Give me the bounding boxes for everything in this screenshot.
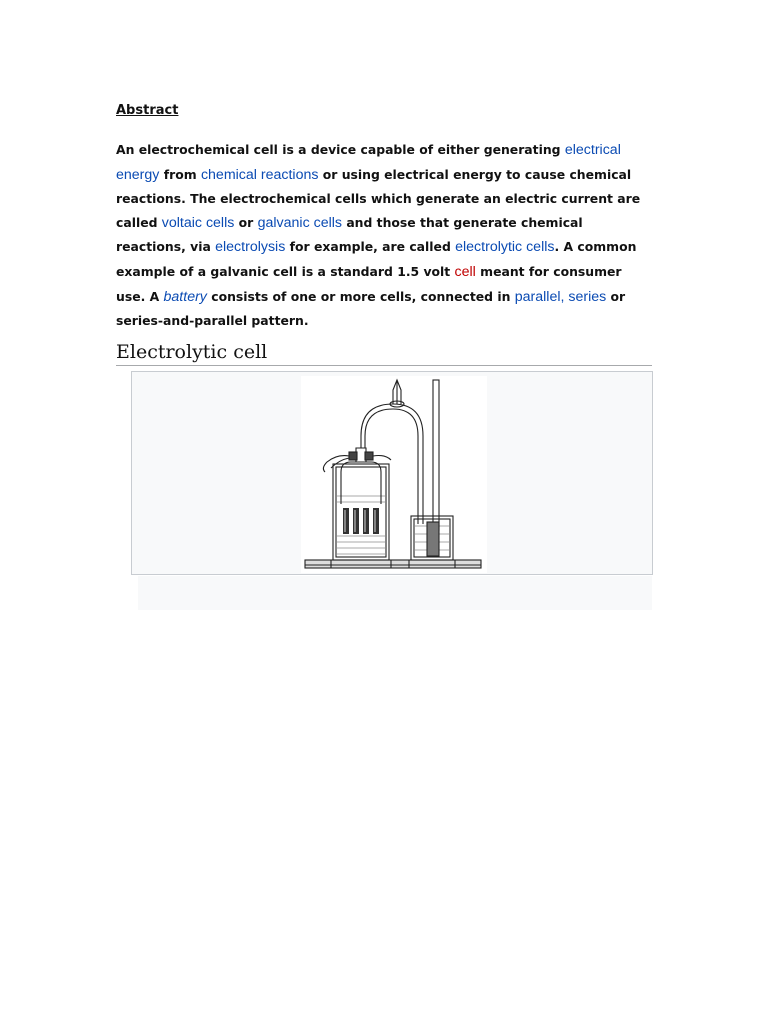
electrolytic-cell-drawing <box>301 376 487 573</box>
abstract-text: for example, are called <box>285 239 456 255</box>
abstract-paragraph <box>116 138 651 333</box>
abstract-text: or using electrical energy to cause chemical reactions. The electrochemical cells which generate an electric current are called <box>116 166 641 230</box>
link-voltaic-cells[interactable]: voltaic cells <box>161 214 235 231</box>
link-chemical-reactions[interactable]: chemical reactions <box>200 166 319 183</box>
link-electrolysis[interactable]: electrolysis <box>215 239 286 256</box>
abstract-text: consists of one or more cells, connected in <box>206 288 515 304</box>
figure-caption-area <box>138 576 652 610</box>
abstract-text: meant for consumer use. A <box>116 263 622 304</box>
electrolytic-cell-illustration[interactable] <box>301 376 487 573</box>
link-electrical-energy[interactable]: electrical energy <box>116 142 621 183</box>
link-galvanic-cells[interactable]: galvanic cells <box>257 214 342 231</box>
abstract-text: and those that generate chemical reactions, via <box>116 214 583 255</box>
link-battery[interactable]: battery <box>163 288 207 305</box>
abstract-text: . A common example of a galvanic cell is a standard 1.5 volt <box>116 239 637 279</box>
abstract-text: or series-and-parallel pattern. <box>116 288 626 329</box>
abstract-text: from <box>159 166 201 182</box>
link-cell[interactable]: cell <box>454 263 476 280</box>
link-electrolytic-cells[interactable]: electrolytic cells <box>455 239 555 256</box>
abstract-text: or <box>234 214 258 230</box>
abstract-text: An electrochemical cell is a device capable of either generating <box>116 142 565 157</box>
link-parallel-series[interactable]: parallel, series <box>514 288 607 305</box>
abstract-heading: Abstract <box>116 103 179 118</box>
section-title: Electrolytic cell <box>116 340 652 366</box>
